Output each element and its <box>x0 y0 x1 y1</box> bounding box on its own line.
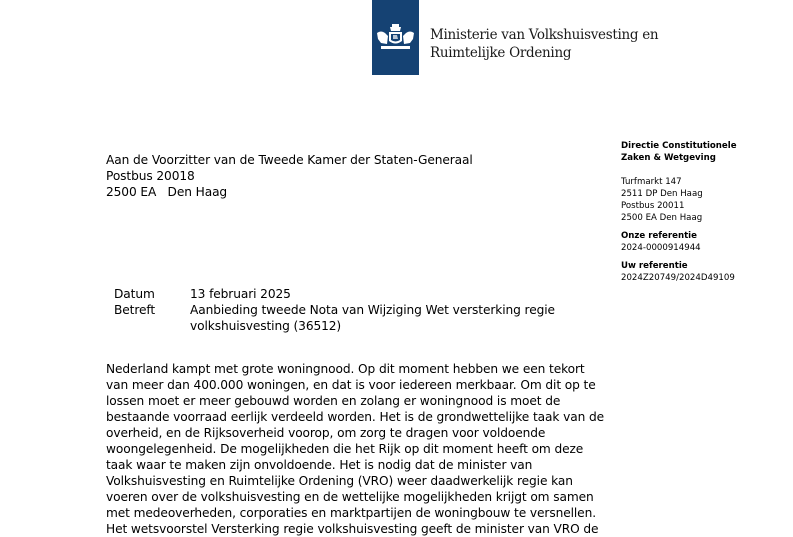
ministry-name-line-1: Ministerie van Volkshuisvesting en <box>430 27 659 43</box>
sender-address-line: Turfmarkt 147 <box>621 177 682 187</box>
subject-row <box>114 302 590 334</box>
body-line: overheid, en de Rijksoverheid voorop, om zorg te dragen voor voldoende <box>106 426 546 440</box>
date-row <box>114 286 590 302</box>
date-label: Datum <box>114 287 155 301</box>
letter-meta <box>114 286 590 334</box>
body-line: woongelegenheid. De mogelijkheden die het Rijk op dit moment heeft om deze <box>106 442 584 456</box>
addressee-line: Postbus 20018 <box>106 169 195 183</box>
department-name: Directie Constitutionele <box>621 141 737 151</box>
sender-address-line: 2500 EA Den Haag <box>621 213 703 223</box>
our-reference-label: Onze referentie <box>621 231 697 241</box>
subject-label: Betreft <box>114 303 156 317</box>
date-value: 13 februari 2025 <box>190 287 291 301</box>
body-line: taak waar te maken zijn onvoldoende. Het is nodig dat de minister van <box>106 458 533 472</box>
your-reference-label: Uw referentie <box>621 261 688 271</box>
coat-of-arms-icon <box>375 24 416 54</box>
body-line: lossen moet er meer gebouwd worden en zolang er woningnood is moet de <box>106 394 561 408</box>
body-line: Volkshuisvesting en Ruimtelijke Ordening (VRO) weer daadwerkelijk regie kan <box>106 474 573 488</box>
body-line: Het wetsvoorstel Versterking regie volkshuisvesting geeft de minister van VRO de <box>106 522 599 536</box>
addressee-line: Aan de Voorzitter van de Tweede Kamer der Staten-Generaal <box>106 153 473 167</box>
sender-address-line: Postbus 20011 <box>621 201 685 211</box>
sender-sidebar <box>621 140 791 284</box>
subject-value: Aanbieding tweede Nota van Wijziging Wet versterking regie volkshuisvesting (36512) <box>190 303 555 333</box>
body-line: bestaande voorraad eerlijk verdeeld worden. Het is de grondwettelijke taak van de <box>106 410 605 424</box>
ministry-name-line-2: Ruimtelijke Ordening <box>430 45 572 61</box>
addressee-block <box>106 152 473 200</box>
body-line: van meer dan 400.000 woningen, en dat is voor iedereen merkbaar. Om dit op te <box>106 378 596 392</box>
sender-address-line: 2511 DP Den Haag <box>621 189 703 199</box>
body-line: Nederland kampt met grote woningnood. Op dit moment hebben we een tekort <box>106 362 585 376</box>
body-line: met medeoverheden, corporaties en marktpartijen de woningbouw te versnellen. <box>106 506 596 520</box>
your-reference-value: 2024Z20749/2024D49109 <box>621 273 735 283</box>
letter-body <box>106 361 616 537</box>
ministry-name <box>430 26 658 62</box>
addressee-line: 2500 EA Den Haag <box>106 185 228 199</box>
our-reference-value: 2024-0000914944 <box>621 243 701 253</box>
body-line: voeren over de volkshuisvesting en de wettelijke mogelijkheden krijgt om samen <box>106 490 594 504</box>
department-name: Zaken & Wetgeving <box>621 153 716 163</box>
government-logo <box>372 0 419 75</box>
